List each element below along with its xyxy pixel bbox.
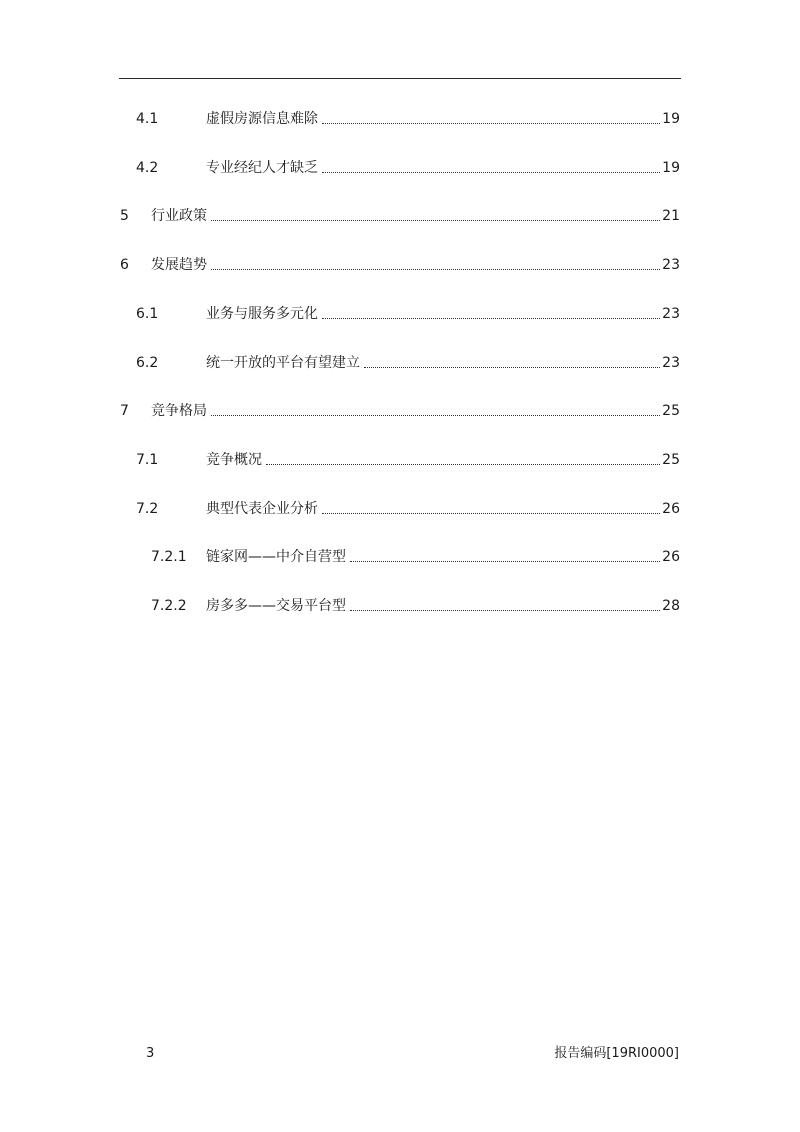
toc-entry-number: 6.1 bbox=[136, 306, 159, 322]
toc-entry-page: 23 bbox=[662, 306, 680, 322]
toc-entry[interactable] bbox=[136, 350, 680, 372]
toc-entry-number: 7.2 bbox=[136, 501, 159, 517]
toc-entry-number: 5 bbox=[120, 208, 129, 224]
toc-dot-leader bbox=[350, 561, 660, 562]
toc-entry[interactable] bbox=[136, 106, 680, 128]
toc-entry-title: 房多多——交易平台型 bbox=[206, 598, 346, 614]
toc-entry-number: 6 bbox=[120, 257, 129, 273]
toc-entry-page: 23 bbox=[662, 257, 680, 273]
toc-entry-title: 专业经纪人才缺乏 bbox=[206, 160, 318, 176]
toc-entry[interactable] bbox=[120, 398, 680, 420]
toc-dot-leader bbox=[364, 367, 660, 368]
toc-entry-number: 4.1 bbox=[136, 111, 159, 127]
toc-entry-page: 23 bbox=[662, 355, 680, 371]
toc-entry-page: 26 bbox=[662, 501, 680, 517]
toc-entry-number: 7.2.2 bbox=[151, 598, 187, 614]
toc-entry-title: 链家网——中介自营型 bbox=[206, 549, 346, 565]
toc-dot-leader bbox=[322, 172, 660, 173]
toc-entry-number: 7 bbox=[120, 403, 129, 419]
toc-entry-number: 4.2 bbox=[136, 160, 159, 176]
toc-dot-leader bbox=[322, 513, 660, 514]
toc-entry-title: 竞争概况 bbox=[206, 452, 262, 468]
toc-entry[interactable] bbox=[120, 252, 680, 274]
toc-entry-page: 28 bbox=[662, 598, 680, 614]
toc-entry[interactable] bbox=[120, 203, 680, 225]
toc-dot-leader bbox=[211, 415, 660, 416]
toc-entry[interactable] bbox=[136, 155, 680, 177]
toc-entry[interactable] bbox=[136, 301, 680, 323]
toc-entry-title: 竞争格局 bbox=[151, 403, 207, 419]
toc-entry-title: 虚假房源信息难除 bbox=[206, 111, 318, 127]
footer-page-number: 3 bbox=[146, 1046, 155, 1061]
toc-entry-title: 行业政策 bbox=[151, 208, 207, 224]
toc-dot-leader bbox=[211, 220, 660, 221]
toc-dot-leader bbox=[350, 610, 660, 611]
toc-entry-number: 7.1 bbox=[136, 452, 159, 468]
toc-entry-title: 业务与服务多元化 bbox=[206, 306, 318, 322]
toc-entry-page: 19 bbox=[662, 111, 680, 127]
toc-dot-leader bbox=[322, 123, 660, 124]
toc-entry[interactable] bbox=[151, 544, 680, 566]
toc-entry-number: 7.2.1 bbox=[151, 549, 187, 565]
toc-entry[interactable] bbox=[136, 496, 680, 518]
toc-dot-leader bbox=[322, 318, 660, 319]
toc-entry-title: 典型代表企业分析 bbox=[206, 501, 318, 517]
toc-entry-title: 统一开放的平台有望建立 bbox=[206, 355, 360, 371]
toc-dot-leader bbox=[266, 464, 660, 465]
toc-entry-title: 发展趋势 bbox=[151, 257, 207, 273]
toc-dot-leader bbox=[211, 269, 660, 270]
toc-entry-page: 25 bbox=[662, 452, 680, 468]
toc-entry-page: 26 bbox=[662, 549, 680, 565]
toc-entry-page: 21 bbox=[662, 208, 680, 224]
toc-entry-number: 6.2 bbox=[136, 355, 159, 371]
toc-entry-page: 25 bbox=[662, 403, 680, 419]
toc-entry[interactable] bbox=[151, 593, 680, 615]
footer-report-code: 报告编码[19RI0000] bbox=[554, 1046, 679, 1061]
toc-entry[interactable] bbox=[136, 447, 680, 469]
toc-entry-page: 19 bbox=[662, 160, 680, 176]
